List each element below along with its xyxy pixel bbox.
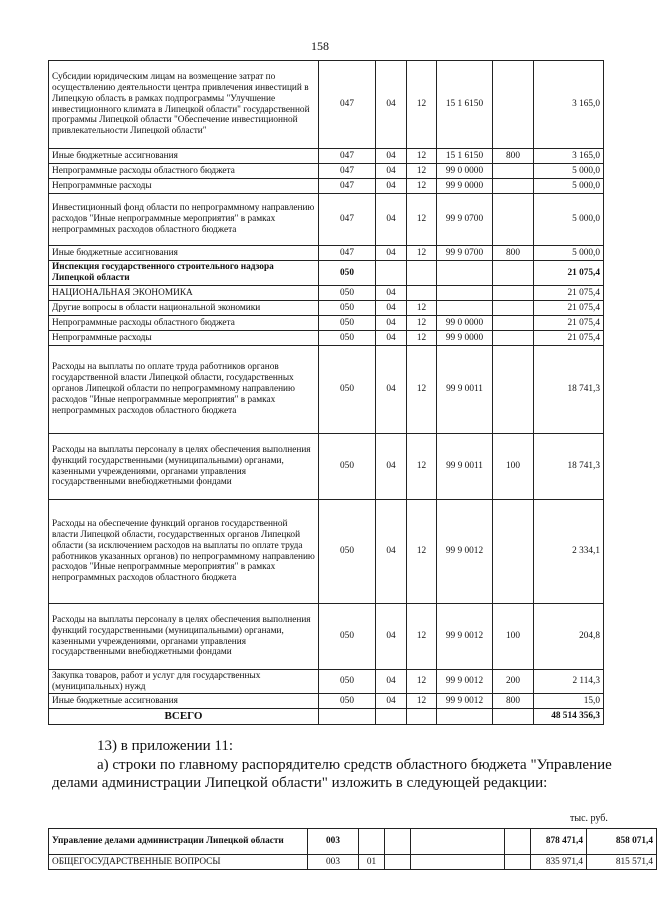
row-target-article: 99 9 0011: [437, 346, 493, 434]
row-subsection: 12: [407, 694, 437, 709]
row-expense-type: [493, 301, 534, 316]
row-subsection: 12: [407, 500, 437, 604]
row-code: 047: [319, 179, 376, 194]
table-row: [49, 694, 604, 709]
row-expense-type: [493, 316, 534, 331]
row-code: 003: [308, 855, 359, 870]
row-target-article: 99 0 0000: [437, 316, 493, 331]
row-code: 047: [319, 194, 376, 246]
row-target-article: 15 1 6150: [437, 61, 493, 149]
row-sum: 21 075,4: [534, 301, 604, 316]
unit-label: тыс. руб.: [570, 813, 608, 824]
row-section: 04: [376, 179, 407, 194]
row-name: Иные бюджетные ассигнования: [49, 246, 319, 261]
row-code: 050: [319, 301, 376, 316]
row-target-article: [411, 829, 505, 855]
row-expense-type: [493, 346, 534, 434]
row-expense-type: 100: [493, 604, 534, 670]
row-code: 047: [319, 149, 376, 164]
row-name: Закупка товаров, работ и услуг для государственных (муниципальных) нужд: [49, 670, 319, 694]
row-sum: 204,8: [534, 604, 604, 670]
row-sum: 5 000,0: [534, 246, 604, 261]
table-row: [49, 194, 604, 246]
row-subsection: 12: [407, 179, 437, 194]
row-section: 04: [376, 670, 407, 694]
row-sum: 21 075,4: [534, 261, 604, 286]
appendix-11-table: [48, 828, 657, 870]
table-row: [49, 829, 657, 855]
row-target-article: 99 9 0012: [437, 500, 493, 604]
row-code: 050: [319, 670, 376, 694]
row-name: Расходы на выплаты по оплате труда работников органов государственной власти Липецкой области, государственных органов Липецкой области по непрограммному направлению расходов "Иные непрограммные мероприятия" в рамках непрограммных расходов областного бюджета: [49, 346, 319, 434]
row-code: 050: [319, 500, 376, 604]
row-section: 04: [376, 194, 407, 246]
row-target-article: [411, 855, 505, 870]
row-expense-type: [493, 61, 534, 149]
table-row: [49, 246, 604, 261]
table-row: [49, 164, 604, 179]
row-sum-year1: 878 471,4: [531, 829, 587, 855]
row-name: Иные бюджетные ассигнования: [49, 694, 319, 709]
row-subsection: 12: [407, 301, 437, 316]
row-section: 04: [376, 61, 407, 149]
row-sum-year1: 835 971,4: [531, 855, 587, 870]
row-code: 047: [319, 246, 376, 261]
row-name: Субсидии юридическим лицам на возмещение затрат по осуществлению деятельности центра привлечения инвестиций в Липецкую область в рамках подпрограммы "Улучшение инвестиционного климата в Липецкой области" государственной программы Липецкой области "Обеспечение инвестиционной привлекательности Липецкой области": [49, 61, 319, 149]
row-section: 04: [376, 301, 407, 316]
row-expense-type: [493, 286, 534, 301]
row-section: 04: [376, 316, 407, 331]
row-sum: 3 165,0: [534, 149, 604, 164]
row-expense-type: [493, 500, 534, 604]
row-target-article: 99 9 0000: [437, 331, 493, 346]
row-section: [376, 261, 407, 286]
row-name: Управление делами администрации Липецкой области: [49, 829, 308, 855]
row-expense-type: [493, 179, 534, 194]
row-sum: 3 165,0: [534, 61, 604, 149]
row-code: 047: [319, 164, 376, 179]
row-section: 04: [376, 604, 407, 670]
row-code: 050: [319, 261, 376, 286]
row-section: 04: [376, 286, 407, 301]
row-expense-type: [493, 261, 534, 286]
row-name: Расходы на обеспечение функций органов государственной власти Липецкой области, государственных органов Липецкой области (за исключением расходов на выплаты по оплате труда работников указанных органов) по непрограммному направлению расходов "Иные непрограммные мероприятия" в рамках непрограммных расходов областного бюджета: [49, 500, 319, 604]
row-expense-type: 800: [493, 246, 534, 261]
row-target-article: 99 9 0011: [437, 434, 493, 500]
row-expense-type: 800: [493, 149, 534, 164]
table-row: [49, 61, 604, 149]
table-row: [49, 434, 604, 500]
row-name: Расходы на выплаты персоналу в целях обеспечения выполнения функций государственными (муниципальными) органами, казенными учреждениями, органами управления государственными внебюджетными фондами: [49, 604, 319, 670]
table-row: [49, 670, 604, 694]
row-name: Непрограммные расходы областного бюджета: [49, 316, 319, 331]
row-name: Другие вопросы в области национальной экономики: [49, 301, 319, 316]
row-subsection: [407, 261, 437, 286]
empty-cell: [376, 709, 407, 725]
row-target-article: [437, 286, 493, 301]
row-sum: 2 334,1: [534, 500, 604, 604]
row-expense-type: [505, 855, 531, 870]
row-sum-year2: 858 071,4: [587, 829, 657, 855]
row-code: 050: [319, 316, 376, 331]
row-subsection: 12: [407, 604, 437, 670]
item-13a-line2: делами администрации Липецкой области" изложить в следующей редакции:: [52, 775, 548, 791]
row-subsection: 12: [407, 149, 437, 164]
row-section: 01: [359, 855, 385, 870]
table-row: [49, 261, 604, 286]
row-section: 04: [376, 500, 407, 604]
row-code: 050: [319, 346, 376, 434]
row-section: [359, 829, 385, 855]
row-name: Инвестиционный фонд области по непрограммному направлению расходов "Иные непрограммные мероприятия" в рамках непрограммных расходов областного бюджета: [49, 194, 319, 246]
row-name: Непрограммные расходы: [49, 179, 319, 194]
row-sum: 5 000,0: [534, 179, 604, 194]
row-sum: 21 075,4: [534, 286, 604, 301]
row-expense-type: [493, 331, 534, 346]
row-target-article: [437, 261, 493, 286]
row-subsection: 12: [407, 246, 437, 261]
row-target-article: 99 9 0012: [437, 694, 493, 709]
row-code: 050: [319, 604, 376, 670]
row-code: 050: [319, 434, 376, 500]
row-target-article: 99 0 0000: [437, 164, 493, 179]
empty-cell: [319, 709, 376, 725]
row-code: 047: [319, 61, 376, 149]
row-subsection: 12: [407, 316, 437, 331]
row-name: НАЦИОНАЛЬНАЯ ЭКОНОМИКА: [49, 286, 319, 301]
row-section: 04: [376, 346, 407, 434]
row-expense-type: 100: [493, 434, 534, 500]
total-sum: 48 514 356,3: [534, 709, 604, 725]
row-target-article: 99 9 0012: [437, 670, 493, 694]
row-section: 04: [376, 246, 407, 261]
page-number: 158: [311, 39, 329, 53]
row-code: 050: [319, 331, 376, 346]
row-expense-type: 200: [493, 670, 534, 694]
total-label: ВСЕГО: [49, 709, 319, 725]
row-subsection: [407, 286, 437, 301]
row-section: 04: [376, 331, 407, 346]
row-expense-type: [493, 194, 534, 246]
table-row: [49, 149, 604, 164]
row-name: Непрограммные расходы областного бюджета: [49, 164, 319, 179]
row-code: 050: [319, 694, 376, 709]
row-sum: 5 000,0: [534, 164, 604, 179]
row-sum: 5 000,0: [534, 194, 604, 246]
row-sum: 21 075,4: [534, 316, 604, 331]
empty-cell: [437, 709, 493, 725]
row-name: Непрограммные расходы: [49, 331, 319, 346]
row-expense-type: [493, 164, 534, 179]
table-row: [49, 316, 604, 331]
row-section: 04: [376, 149, 407, 164]
table-row: [49, 346, 604, 434]
item-13-text: 13) в приложении 11:: [97, 738, 234, 754]
row-target-article: 99 9 0700: [437, 194, 493, 246]
table-row: [49, 286, 604, 301]
row-target-article: 15 1 6150: [437, 149, 493, 164]
table-row: [49, 179, 604, 194]
row-subsection: 12: [407, 346, 437, 434]
table-row: [49, 604, 604, 670]
row-sum: 18 741,3: [534, 346, 604, 434]
row-sum: 21 075,4: [534, 331, 604, 346]
row-name: ОБЩЕГОСУДАРСТВЕННЫЕ ВОПРОСЫ: [49, 855, 308, 870]
empty-cell: [407, 709, 437, 725]
row-sum-year2: 815 571,4: [587, 855, 657, 870]
table-row: [49, 301, 604, 316]
row-code: 003: [308, 829, 359, 855]
row-subsection: 12: [407, 61, 437, 149]
row-expense-type: [505, 829, 531, 855]
row-subsection: 12: [407, 194, 437, 246]
total-row: [49, 709, 604, 725]
row-section: 04: [376, 434, 407, 500]
row-target-article: 99 9 0000: [437, 179, 493, 194]
row-name: Иные бюджетные ассигнования: [49, 149, 319, 164]
table-row: [49, 331, 604, 346]
empty-cell: [493, 709, 534, 725]
budget-table: [48, 60, 604, 725]
row-subsection: 12: [407, 434, 437, 500]
row-sum: 18 741,3: [534, 434, 604, 500]
row-target-article: [437, 301, 493, 316]
row-target-article: 99 9 0012: [437, 604, 493, 670]
table-row: [49, 500, 604, 604]
row-subsection: 12: [407, 670, 437, 694]
row-section: 04: [376, 694, 407, 709]
row-subsection: 12: [407, 331, 437, 346]
row-sum: 15,0: [534, 694, 604, 709]
row-subsection: [385, 855, 411, 870]
row-subsection: 12: [407, 164, 437, 179]
row-name: Расходы на выплаты персоналу в целях обеспечения выполнения функций государственными (муниципальными) органами, казенными учреждениями, органами управления государственными внебюджетными фондами: [49, 434, 319, 500]
row-sum: 2 114,3: [534, 670, 604, 694]
row-name: Инспекция государственного строительного надзора Липецкой области: [49, 261, 319, 286]
item-13a-line1: а) строки по главному распорядителю средств областного бюджета "Управление: [97, 757, 612, 773]
row-subsection: [385, 829, 411, 855]
table-row: [49, 855, 657, 870]
row-expense-type: 800: [493, 694, 534, 709]
row-section: 04: [376, 164, 407, 179]
row-target-article: 99 9 0700: [437, 246, 493, 261]
row-code: 050: [319, 286, 376, 301]
